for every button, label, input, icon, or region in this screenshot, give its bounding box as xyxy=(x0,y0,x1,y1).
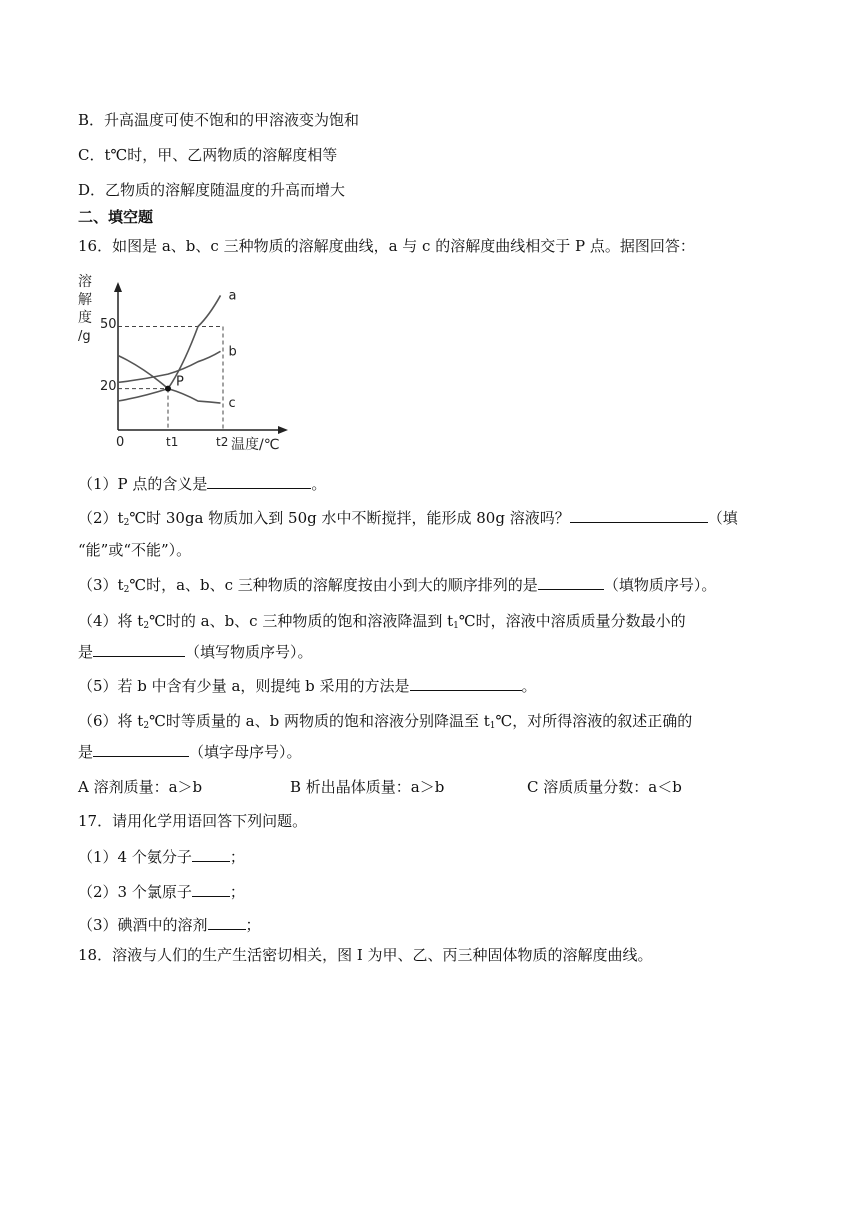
q17-stem: 17．请用化学用语回答下列问题。 xyxy=(78,812,308,830)
answer-blank-1[interactable] xyxy=(207,474,311,489)
q16-part2: $(2)t_2℃$时 30ga 物质加入到 50g 水中不断搅拌，能形成 80g 溶液吗？ （填 xyxy=(78,509,738,528)
curve-c xyxy=(118,355,221,403)
ylabel-char-2: 解 xyxy=(78,292,92,308)
ylabel-char-1: 溶 xyxy=(78,274,92,290)
q16-choice-c: C 溶质质量分数：a＜b xyxy=(527,778,682,796)
option-b: B．升高温度可使不饱和的甲溶液变为饱和 xyxy=(78,111,360,129)
ytick-50: 50 xyxy=(100,317,117,332)
answer-blank-4[interactable] xyxy=(93,642,185,657)
point-p-marker xyxy=(165,386,171,392)
point-p-label: P xyxy=(176,374,184,390)
y-axis-arrow xyxy=(114,282,122,292)
section-title: 二、填空题 xyxy=(78,208,154,226)
q16-stem: 16．如图是 a、b、c 三种物质的溶解度曲线，a 与 c 的溶解度曲线相交于 P 点。据图回答： xyxy=(78,237,695,255)
q16-choice-b: B 析出晶体质量：a＞b xyxy=(290,778,445,796)
q17-part2: （2）3 个氯原子 ； xyxy=(78,883,245,901)
ylabel-char-3: 度 xyxy=(78,310,92,326)
xtick-t1: t1 xyxy=(166,435,179,449)
answer-blank-6[interactable] xyxy=(93,742,189,757)
answer-blank-2[interactable] xyxy=(570,508,708,523)
answer-blank-5[interactable] xyxy=(410,676,522,691)
q16-part4: （4）将 $t_2℃$时的 a、b、c 三种物质的饱和溶液降温到 $t_1℃$时，溶液中溶质质量分数最小的 xyxy=(78,612,686,631)
q17-part1: （1）4 个氨分子 ； xyxy=(78,848,245,866)
answer-blank-8[interactable] xyxy=(192,882,230,897)
ylabel-char-4: /g xyxy=(78,329,91,344)
q17-part3: （3）碘酒中的溶剂 ； xyxy=(78,916,261,934)
ytick-20: 20 xyxy=(100,379,117,394)
solubility-chart xyxy=(76,270,296,460)
x-axis-arrow xyxy=(278,426,288,434)
xlabel: 温度/℃ xyxy=(231,437,280,453)
option-d: D．乙物质的溶解度随温度的升高而增大 xyxy=(78,181,346,199)
option-c: C．t℃时，甲、乙两物质的溶解度相等 xyxy=(78,146,338,164)
curve-label-c: c xyxy=(228,396,236,412)
curve-a xyxy=(118,295,221,401)
q16-part4-cont: 是 （填写物质序号）。 xyxy=(78,643,313,661)
q16-part6-cont: 是 （填字母序号）。 xyxy=(78,743,302,761)
xtick-t2: t2 xyxy=(216,435,229,449)
xtick-0: 0 xyxy=(116,435,125,450)
q16-part2-cont: “能”或“不能”）。 xyxy=(78,541,192,559)
curve-label-b: b xyxy=(228,344,237,360)
answer-blank-7[interactable] xyxy=(192,847,230,862)
answer-blank-3[interactable] xyxy=(538,575,604,590)
q16-part1: （1）P 点的含义是 。 xyxy=(78,475,327,493)
q16-part5: （5）若 b 中含有少量 a，则提纯 b 采用的方法是 。 xyxy=(78,677,537,695)
answer-blank-9[interactable] xyxy=(208,915,246,930)
q16-part6: （6）将 $t_2℃$时等质量的 a、b 两物质的饱和溶液分别降温至 $t_1℃$，对所得溶液的叙述正确的 xyxy=(78,712,693,731)
curve-label-a: a xyxy=(228,288,237,304)
q16-choice-a: A 溶剂质量：a＞b xyxy=(78,778,203,796)
q18-stem: 18．溶液与人们的生产生活密切相关，图 I 为甲、乙、丙三种固体物质的溶解度曲线。 xyxy=(78,946,653,964)
q16-part3: $(3)t_2℃$时，a、b、c 三种物质的溶解度按由小到大的顺序排列的是 （填物质序号）。 xyxy=(78,576,717,595)
curve-b xyxy=(118,351,221,382)
